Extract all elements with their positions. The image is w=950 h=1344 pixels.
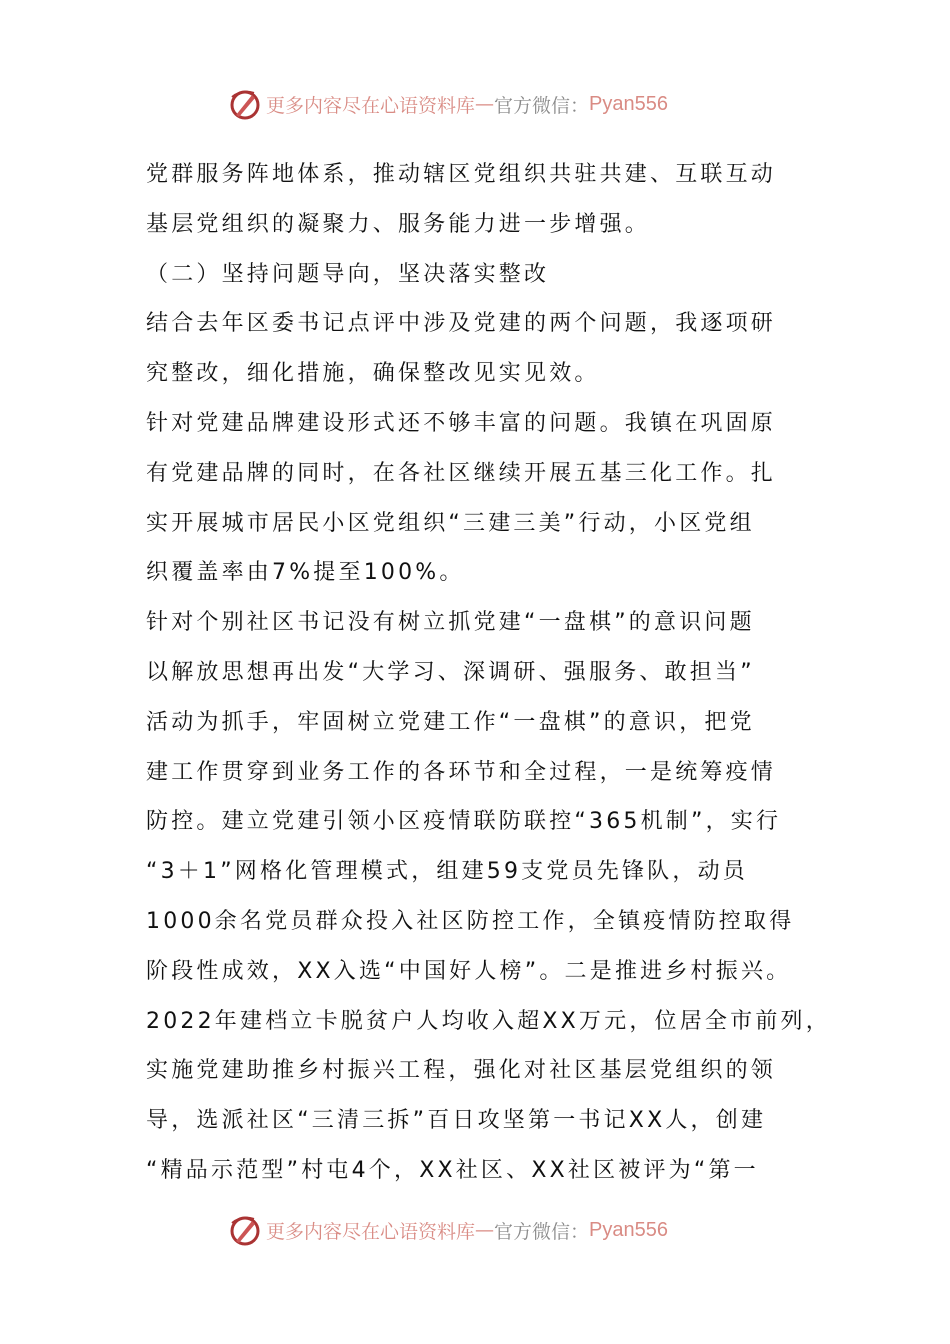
pen-logo-icon — [228, 87, 262, 121]
text-line: 织覆盖率由7%提至100%。 — [146, 560, 465, 586]
text-line: 针对党建品牌建设形式还不够丰富的问题。我镇在巩固原 — [146, 410, 777, 436]
text-line: 有党建品牌的同时，在各社区继续开展五基三化工作。扎 — [146, 460, 777, 486]
page-footer-watermark — [228, 1210, 728, 1250]
text-line: 基层党组织的凝聚力、服务能力进一步增强。 — [146, 211, 651, 237]
text-line: 实施党建助推乡村振兴工程，强化对社区基层党组织的领 — [146, 1058, 777, 1084]
header-site-text: 更多内容尽在心语资料库 — [266, 94, 476, 117]
text-line: 针对个别社区书记没有树立抓党建“一盘棋”的意识问题 — [146, 610, 755, 636]
text-line: 活动为抓手，牢固树立党建工作“一盘棋”的意识，把党 — [146, 709, 755, 735]
text-line: 究整改，细化措施，确保整改见实见效。 — [146, 361, 600, 387]
text-line: 防控。建立党建引领小区疫情联防联控“365机制”，实行 — [146, 809, 782, 835]
footer-site-text: 更多内容尽在心语资料库 — [266, 1220, 476, 1243]
text-line: （二）坚持问题导向，坚决落实整改 — [146, 261, 550, 287]
text-line: 党群服务阵地体系，推动辖区党组织共驻共建、互联互动 — [146, 162, 777, 187]
document-body — [146, 150, 846, 1196]
footer-sep: — — [475, 1219, 495, 1241]
text-line: 实开展城市居民小区党组织“三建三美”行动，小区党组 — [146, 510, 755, 536]
footer-wechat-label: 官方微信： — [494, 1220, 590, 1243]
text-line: 2022年建档立卡脱贫户人均收入超XX万元，位居全市前列， — [146, 1008, 831, 1034]
text-line: “精品示范型”村屯4个，XX社区、XX社区被评为“第一 — [146, 1157, 759, 1183]
text-line: 1000余名党员群众投入社区防控工作，全镇疫情防控取得 — [146, 908, 795, 934]
header-wechat-label: 官方微信： — [494, 94, 590, 117]
text-line: 以解放思想再出发“大学习、深调研、强服务、敢担当” — [146, 659, 755, 685]
text-line: 导，选派社区“三清三拆”百日攻坚第一书记XX人，创建 — [146, 1108, 767, 1134]
text-line: 结合去年区委书记点评中涉及党建的两个问题，我逐项研 — [146, 311, 777, 337]
pen-logo-icon — [228, 1213, 262, 1247]
footer-wechat-id: Pyan556 — [589, 1218, 668, 1241]
header-sep: — — [475, 93, 495, 115]
text-line: 建工作贯穿到业务工作的各环节和全过程，一是统筹疫情 — [146, 759, 777, 785]
page-header-watermark — [228, 84, 728, 124]
text-line: “3＋1”网格化管理模式，组建59支党员先锋队，动员 — [146, 859, 748, 885]
header-wechat-id: Pyan556 — [589, 92, 668, 115]
text-line: 阶段性成效，XX入选“中国好人榜”。二是推进乡村振兴。 — [146, 958, 792, 984]
